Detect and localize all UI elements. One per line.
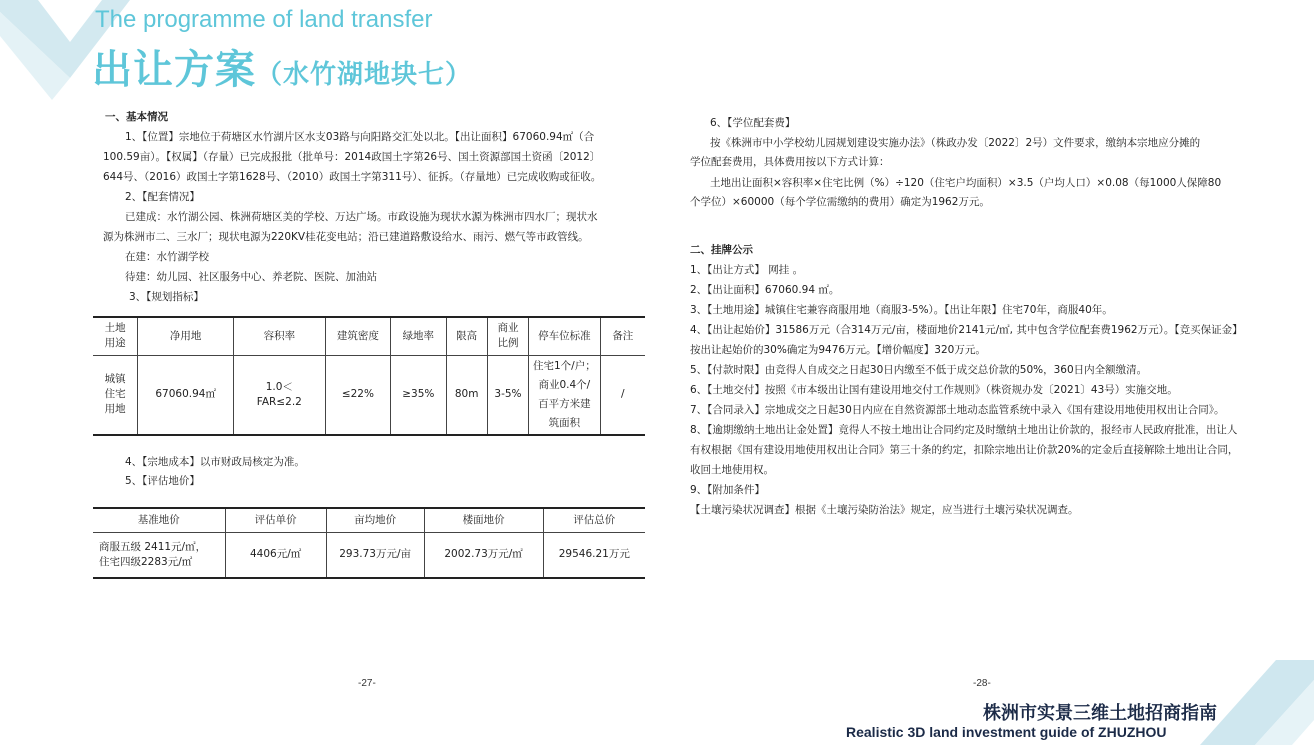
listing-item-4b: 按出让起始价的30%确定为9476万元。【增价幅度】320万元。: [690, 344, 986, 356]
table-cell: 3-5%: [487, 355, 528, 435]
table-header-cell: 停车位标准: [529, 317, 601, 355]
table-header-cell: 容积率: [234, 317, 326, 355]
table-header-cell: 楼面地价: [424, 508, 543, 532]
listing-item-8b: 有权根据《国有建设用地使用权出让合同》第三十条的约定，扣除宗地出让价款20%的定金后直接解除土地出让合同，: [690, 444, 1239, 456]
facilities-built-2: 源为株洲市二、三水厂；现状电源为220KV桂花变电站；沿已建道路敷设给水、雨污、燃气等市政管线。: [103, 231, 589, 243]
assessed-price-table: [93, 507, 645, 579]
footer-title-english: Realistic 3D land investment guide of ZHUZHOU: [846, 724, 1167, 740]
table-header-row: [93, 317, 645, 355]
listing-item-9a: 【土壤污染状况调查】根据《土壤污染防治法》规定，应当进行土壤污染状况调查。: [690, 504, 1079, 516]
table-cell: 1.0＜ FAR≤2.2: [234, 355, 326, 435]
table-cell: ≤22%: [325, 355, 390, 435]
school-fee-heading: 6、【学位配套费】: [710, 117, 796, 129]
facilities-built-1: 已建成：水竹湖公园、株洲荷塘区美的学校、万达广场。市政设施为现状水源为株洲市四水厂；现状水: [125, 211, 598, 223]
table-header-cell: 亩均地价: [326, 508, 424, 532]
listing-item-2: 2、【出让面积】67060.94 ㎡。: [690, 284, 840, 296]
listing-item-8a: 8、【逾期缴纳土地出让金处置】竟得人不按土地出让合同约定及时缴纳土地出让价款的，报经市人民政府批准，出让人: [690, 424, 1238, 436]
listing-item-9: 9、【附加条件】: [690, 484, 765, 496]
table-cell: 住宅1个/户； 商业0.4个/ 百平方米建 筑面积: [529, 355, 601, 435]
title-chinese: [92, 38, 472, 95]
school-fee-line-2: 学位配套费用，具体费用按以下方式计算：: [690, 156, 890, 168]
table-header-cell: 土地 用途: [93, 317, 138, 355]
table-header-cell: 评估单价: [225, 508, 326, 532]
listing-item-7: 7、【合同录入】宗地成交之日起30日内应在自然资源部土地动态监管系统中录入《国有建设用地使用权出让合同》。: [690, 404, 1225, 416]
table-row: [93, 355, 645, 435]
table-cell: 城镇 住宅 用地: [93, 355, 138, 435]
listing-item-8c: 收回土地使用权。: [690, 464, 774, 476]
listing-item-1: 1、【出让方式】 网挂 。: [690, 264, 804, 276]
table-cell: 2002.73万元/㎡: [424, 532, 543, 578]
table-header-cell: 基准地价: [93, 508, 225, 532]
table-header-cell: 备注: [600, 317, 645, 355]
listing-item-4a: 4、【出让起始价】31586万元（合314万元/亩，楼面地价2141元/㎡, 其中包含学位配套费1962万元）。【竞买保证金】: [690, 324, 1243, 336]
title-parcel: （水竹湖地块七）: [256, 60, 473, 90]
title-english: The programme of land transfer: [95, 6, 433, 33]
land-cost-line: 4、【宗地成本】以市财政局核定为准。: [125, 456, 305, 468]
section-listing: 二、挂牌公示: [690, 244, 753, 256]
location-line-1: 1、【位置】宗地位于荷塘区水竹湖片区水支03路与向阳路交汇处以北。【出让面积】67060.94㎡（合: [125, 131, 595, 143]
listing-item-5: 5、【付款时限】由竞得人自成交之日起30日内缴至不低于成交总价款的50%，360日内全额缴清。: [690, 364, 1148, 376]
footer-title-chinese: 株洲市实景三维土地招商指南: [983, 703, 1217, 724]
table-cell: 4406元/㎡: [225, 532, 326, 578]
school-fee-line-1: 按《株洲市中小学校幼儿园规划建设实施办法》（株政办发〔2022〕2号）文件要求，缴纳本宗地应分摊的: [710, 137, 1201, 149]
section-basic-info: 一、基本情况: [105, 111, 168, 123]
bottom-right-chevron-decoration: [1200, 660, 1314, 745]
table-header-cell: 评估总价: [543, 508, 645, 532]
listing-item-6: 6、【土地交付】按照《市本级出让国有建设用地交付工作规则》（株资规办发〔2021〕43号）实施交地。: [690, 384, 1178, 396]
table-cell: ≥35%: [391, 355, 446, 435]
school-fee-formula-2: 个学位）×60000（每个学位需缴纳的费用）确定为1962万元。: [690, 196, 990, 208]
table-header-row: [93, 508, 645, 532]
location-line-3: 644号、（2016）政国土字第1628号、（2010）政国土字第311号）、征拆。（存量地）已完成收购或征收。: [103, 171, 602, 183]
table-row: [93, 532, 645, 578]
title-main: 出让方案: [92, 47, 256, 93]
facilities-heading: 2、【配套情况】: [125, 191, 200, 203]
facilities-in-progress: 在建：水竹湖学校: [125, 251, 209, 263]
page-number-right: -28-: [973, 678, 991, 689]
table-header-cell: 商业 比例: [487, 317, 528, 355]
planning-indicators-table: [93, 316, 645, 436]
table-cell: 商服五级 2411元/㎡， 住宅四级2283元/㎡: [93, 532, 225, 578]
location-line-2: 100.59亩）。【权属】（存量）已完成报批（批单号：2014政国土字第26号、国土资源部国土资函〔2012〕: [103, 151, 601, 163]
table-header-cell: 建筑密度: [325, 317, 390, 355]
planning-indicators-heading: 3、【规划指标】: [129, 291, 204, 303]
page-number-left: -27-: [358, 678, 376, 689]
assessed-price-heading: 5、【评估地价】: [125, 475, 200, 487]
facilities-planned: 待建：幼儿园、社区服务中心、养老院、医院、加油站: [125, 271, 377, 283]
table-cell: 29546.21万元: [543, 532, 645, 578]
table-cell: 80m: [446, 355, 487, 435]
table-cell: 67060.94㎡: [138, 355, 234, 435]
table-cell: /: [600, 355, 645, 435]
listing-item-3: 3、【土地用途】城镇住宅兼容商服用地（商服3-5%）。【出让年限】住宅70年，商服40年。: [690, 304, 1113, 316]
table-header-cell: 净用地: [138, 317, 234, 355]
school-fee-formula-1: 土地出让面积×容积率×住宅比例（%）÷120（住宅户均面积）×3.5（户均人口）×0.08（每1000人保障80: [710, 177, 1222, 189]
table-header-cell: 限高: [446, 317, 487, 355]
table-header-cell: 绿地率: [391, 317, 446, 355]
table-cell: 293.73万元/亩: [326, 532, 424, 578]
